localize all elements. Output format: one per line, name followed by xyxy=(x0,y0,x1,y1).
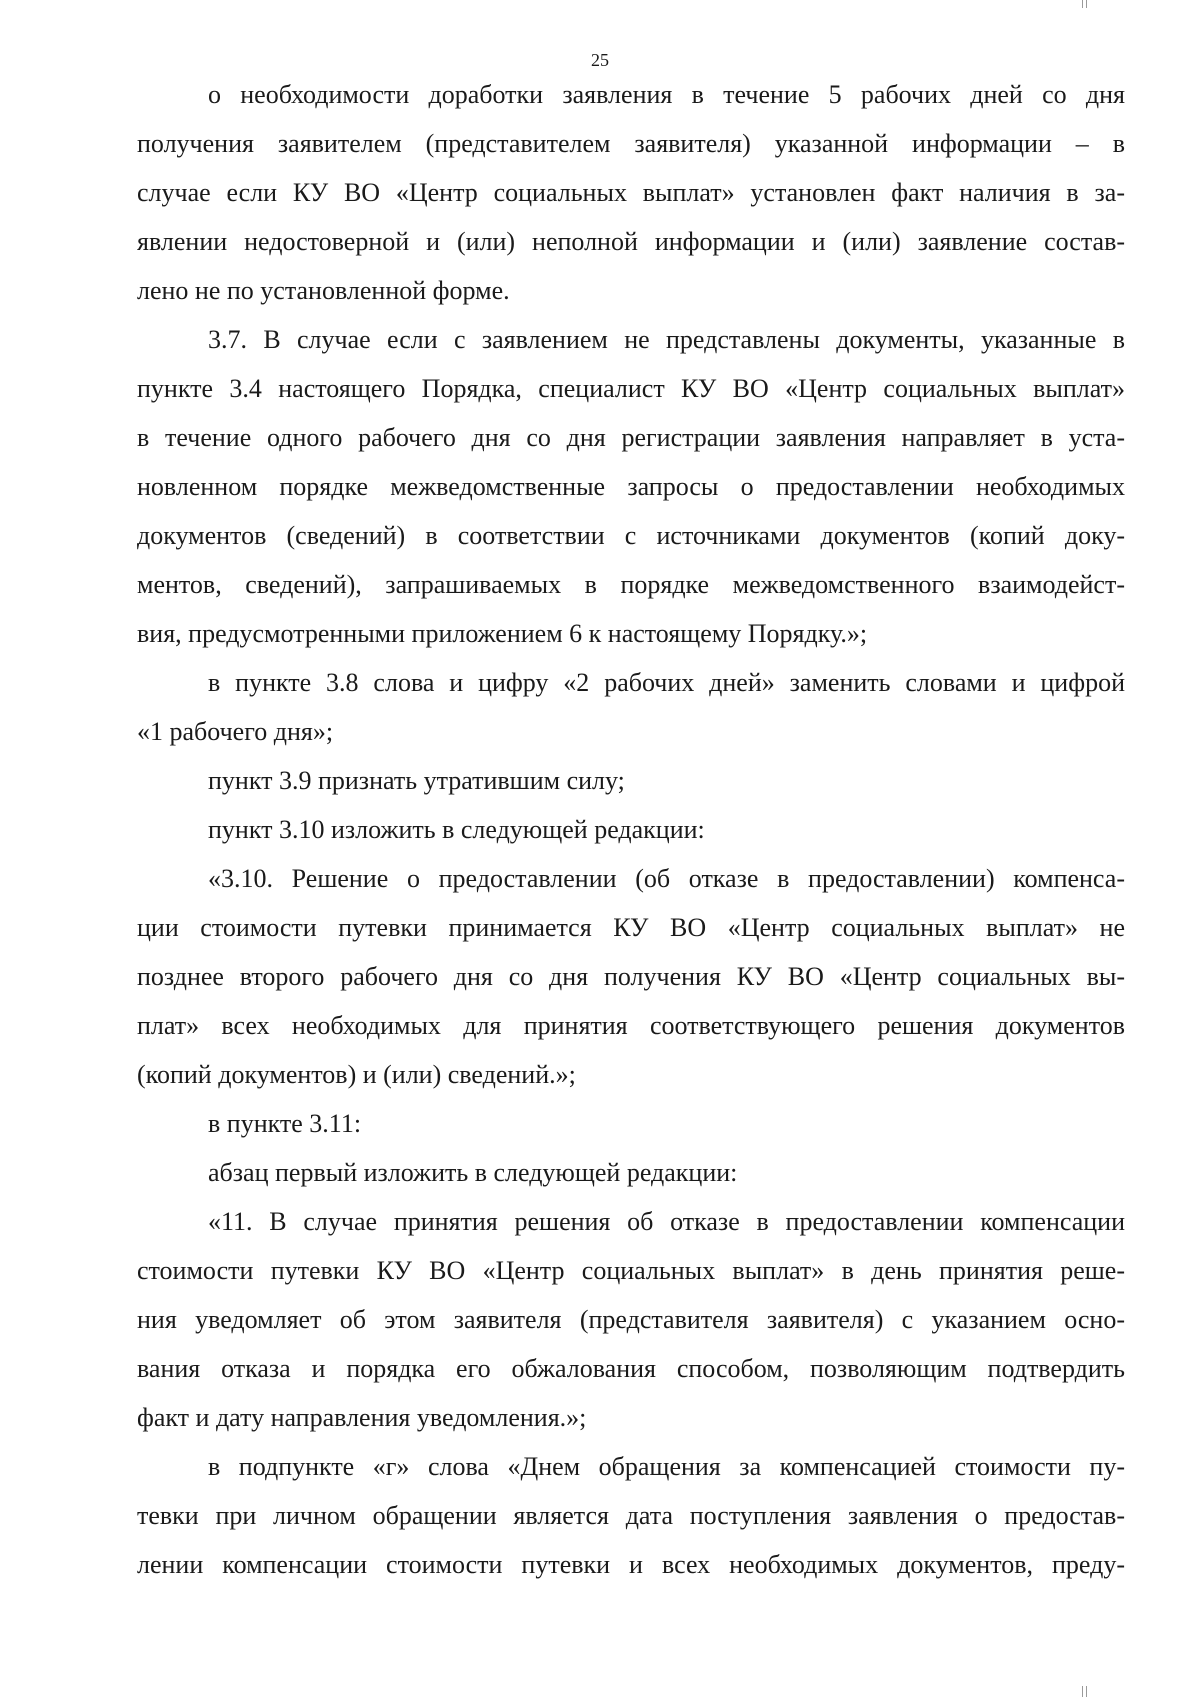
text-line: в течение одного рабочего дня со дня регистрации заявления направляет в уста- xyxy=(137,423,1125,452)
text-line: пункте 3.4 настоящего Порядка, специалист КУ ВО «Центр социальных выплат» xyxy=(137,374,1125,403)
text-line: лено не по установленной форме. xyxy=(137,276,510,305)
page-number: 25 xyxy=(591,50,609,70)
text-line: «11. В случае принятия решения об отказе в предоставлении компенсации xyxy=(208,1207,1125,1236)
text-line: в подпункте «г» слова «Днем обращения за компенсацией стоимости пу- xyxy=(208,1452,1125,1481)
scan-artifact xyxy=(1082,1686,1083,1697)
text-line: случае если КУ ВО «Центр социальных выплат» установлен факт наличия в за- xyxy=(137,178,1125,207)
text-line: «1 рабочего дня»; xyxy=(137,717,334,746)
text-line: факт и дату направления уведомления.»; xyxy=(137,1403,587,1432)
scan-artifact xyxy=(1082,0,1083,8)
text-line: абзац первый изложить в следующей редакции: xyxy=(208,1158,738,1187)
text-line: стоимости путевки КУ ВО «Центр социальных выплат» в день принятия реше- xyxy=(137,1256,1125,1285)
document-body xyxy=(137,70,1125,1589)
text-line: «3.10. Решение о предоставлении (об отказе в предоставлении) компенса- xyxy=(208,864,1125,893)
text-line: лении компенсации стоимости путевки и всех необходимых документов, преду- xyxy=(137,1550,1125,1579)
text-line: вания отказа и порядка его обжалования способом, позволяющим подтвердить xyxy=(137,1354,1125,1383)
text-line: тевки при личном обращении является дата поступления заявления о предостав- xyxy=(137,1501,1125,1530)
text-line: о необходимости доработки заявления в течение 5 рабочих дней со дня xyxy=(208,80,1125,109)
text-line: документов (сведений) в соответствии с источниками документов (копий доку- xyxy=(137,521,1125,550)
text-line: ции стоимости путевки принимается КУ ВО «Центр социальных выплат» не xyxy=(137,913,1125,942)
text-line: в пункте 3.11: xyxy=(208,1109,362,1138)
text-line: новленном порядке межведомственные запросы о предоставлении необходимых xyxy=(137,472,1125,501)
scan-artifact xyxy=(1086,1686,1087,1697)
text-line: плат» всех необходимых для принятия соответствующего решения документов xyxy=(137,1011,1125,1040)
text-line: ния уведомляет об этом заявителя (представителя заявителя) с указанием осно- xyxy=(137,1305,1125,1334)
scan-artifact xyxy=(1086,0,1087,8)
text-line: явлении недостоверной и (или) неполной информации и (или) заявление состав- xyxy=(137,227,1125,256)
text-line: ментов, сведений), запрашиваемых в порядке межведомственного взаимодейст- xyxy=(137,570,1125,599)
text-line: пункт 3.9 признать утратившим силу; xyxy=(208,766,625,795)
text-line: получения заявителем (представителем заявителя) указанной информации – в xyxy=(137,129,1125,158)
text-line: вия, предусмотренными приложением 6 к настоящему Порядку.»; xyxy=(137,619,868,648)
text-line: 3.7. В случае если с заявлением не представлены документы, указанные в xyxy=(208,325,1125,354)
text-line: в пункте 3.8 слова и цифру «2 рабочих дней» заменить словами и цифрой xyxy=(208,668,1125,697)
text-line: (копий документов) и (или) сведений.»; xyxy=(137,1060,576,1089)
text-line: пункт 3.10 изложить в следующей редакции: xyxy=(208,815,705,844)
text-line: позднее второго рабочего дня со дня получения КУ ВО «Центр социальных вы- xyxy=(137,962,1125,991)
